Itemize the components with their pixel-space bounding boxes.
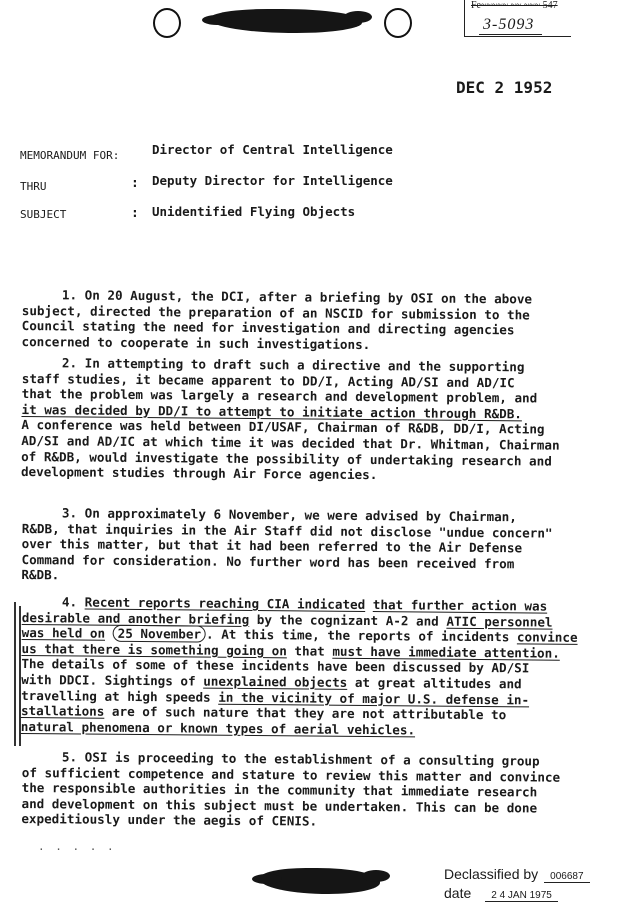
paragraph-3-line: R&DB. <box>21 567 60 583</box>
margin-bar-outer <box>14 602 16 746</box>
thru-label: THRU <box>20 180 47 193</box>
redaction-scribble-bottom <box>260 868 380 894</box>
paragraph-4-underlined-text: desirable and another briefing <box>21 609 250 627</box>
paragraph-3-line: On approximately 6 November, we were advised by Chairman, <box>84 505 517 525</box>
declassified-by-label: Declassified by <box>444 866 539 882</box>
paragraph-1-line: Council stating the need for investigation and directing agencies <box>21 318 515 338</box>
paragraph-4-underlined-text: in the vicinity of major U.S. defense in- <box>218 689 530 707</box>
paragraph-4-number: 4. <box>61 594 78 610</box>
stamp-top-text: Fe~~~~~ ~~ ~~~ 547 <box>471 0 558 11</box>
subject-label: SUBJECT <box>20 208 67 221</box>
paragraph-4-underlined-text: natural phenomena or known types of aerial vehicles. <box>20 718 416 738</box>
paragraph-2-line: development studies through Air Force agencies. <box>20 464 378 483</box>
paragraph-2-line: AD/SI and AD/IC at which time it was decided that Dr. Whitman, Chairman <box>21 432 560 453</box>
paragraph-4-underlined-text: that further action was <box>372 597 548 614</box>
declassified-date-value: 2 4 JAN 1975 <box>485 890 558 902</box>
memorandum-for-label: MEMORANDUM FOR: <box>20 149 120 162</box>
paragraph-1-number: 1. <box>61 287 78 303</box>
paragraph-2-line: In attempting to draft such a directive and the supporting <box>84 355 525 375</box>
paragraph-4-underlined-text: ATIC personnel <box>446 613 553 630</box>
paragraph-1 <box>21 287 532 354</box>
paragraph-4-text: are of such nature that they are not attributable to <box>104 703 507 723</box>
document-number-stamp <box>464 0 571 37</box>
paragraph-4-text: with DDCI. Sightings of <box>21 671 204 689</box>
paragraph-1-line: On 20 August, the DCI, after a briefing by OSI on the above <box>84 287 533 307</box>
paragraph-5-line: of sufficient competence and stature to review this matter and convince <box>21 764 561 785</box>
memo-date: DEC 2 1952 <box>456 78 553 97</box>
paragraph-4-underlined-text: was held on <box>21 625 106 641</box>
redaction-scribble-top <box>210 9 362 33</box>
paragraph-4-underlined-text: unexplained objects <box>203 673 348 690</box>
paragraph-2-line: of R&DB, would investigate the possibility of undertaking research and <box>21 448 552 469</box>
paragraph-2 <box>21 355 560 484</box>
paragraph-5-number: 5. <box>61 749 78 765</box>
paragraph-1-line: subject, directed the preparation of an NSCID for submission to the <box>21 302 530 323</box>
paragraph-4-line: The details of some of these incidents have been discussed by AD/SI <box>21 656 530 676</box>
paragraph-3-line: over this matter, but that it had been referred to the Air Defense <box>21 536 523 556</box>
punch-hole-circle-right <box>384 8 412 38</box>
paragraph-3-line: R&DB, that inquiries in the Air Staff did not disclose "undue concern" <box>21 520 553 541</box>
paragraph-2-line: that the problem was largely a research and development problem, and <box>21 386 538 406</box>
paragraph-4-text: that <box>286 643 333 659</box>
paragraph-3-number: 3. <box>61 505 78 521</box>
paragraph-4-text: at great altitudes and <box>347 674 522 692</box>
memorandum-for-value: Director of Central Intelligence <box>152 142 393 157</box>
subject-value: Unidentified Flying Objects <box>152 204 356 219</box>
declassified-date-label: date <box>444 885 472 901</box>
paragraph-2-line: it was decided by DD/I to attempt to initiate action through R&DB. <box>21 401 522 422</box>
paragraph-5-line: expeditiously under the aegis of CENIS. <box>21 811 318 829</box>
paragraph-4-underlined-text: stallations <box>20 703 105 719</box>
paragraph-5-line: the responsible authorities in the community that immediate research <box>21 780 538 800</box>
thru-colon: : <box>131 176 139 191</box>
paragraph-2-line: staff studies, it became apparent to DD/I, Acting AD/SI and AD/IC <box>21 370 515 390</box>
paragraph-3-line: Command for consideration. No further word has been received from <box>21 551 515 572</box>
declassified-by-line <box>444 866 590 883</box>
faint-signature-marks: . . . . . <box>38 840 116 853</box>
paragraph-4-underlined-text: Recent reports reaching CIA indicated <box>84 594 366 612</box>
punch-hole-circle-left <box>153 8 181 38</box>
paragraph-5-line: and development on this subject must be undertaken. This can be done <box>21 795 538 816</box>
thru-value: Deputy Director for Intelligence <box>152 173 393 188</box>
subject-colon: : <box>131 206 139 221</box>
paragraph-5-line: OSI is proceeding to the establishment of a consulting group <box>84 749 540 769</box>
paragraph-2-line: A conference was held between DI/USAF, Chairman of R&DB, DD/I, Acting <box>21 417 545 437</box>
declassified-date-line <box>444 885 558 902</box>
paragraph-5 <box>21 749 560 832</box>
paragraph-4 <box>21 594 578 739</box>
paragraph-4-text: by the cognizant A-2 and <box>249 611 439 629</box>
stamp-number: 3-5093 <box>479 16 542 35</box>
paragraph-4-underlined-text: must have immediate attention. <box>332 643 560 661</box>
paragraph-4-text: travelling at high speeds <box>21 687 219 705</box>
paragraph-3 <box>21 505 552 588</box>
declassified-by-value: 006687 <box>544 871 589 883</box>
paragraph-4-underlined-text: convince <box>516 629 578 646</box>
paragraph-4-underlined-text: us that there is something going on <box>21 640 287 659</box>
circled-date: 25 November <box>113 625 207 643</box>
paragraph-2-number: 2. <box>61 355 78 371</box>
paragraph-4-text: . At this time, the reports of incidents <box>205 626 510 645</box>
paragraph-1-line: concerned to cooperate in such investigations. <box>21 333 371 352</box>
